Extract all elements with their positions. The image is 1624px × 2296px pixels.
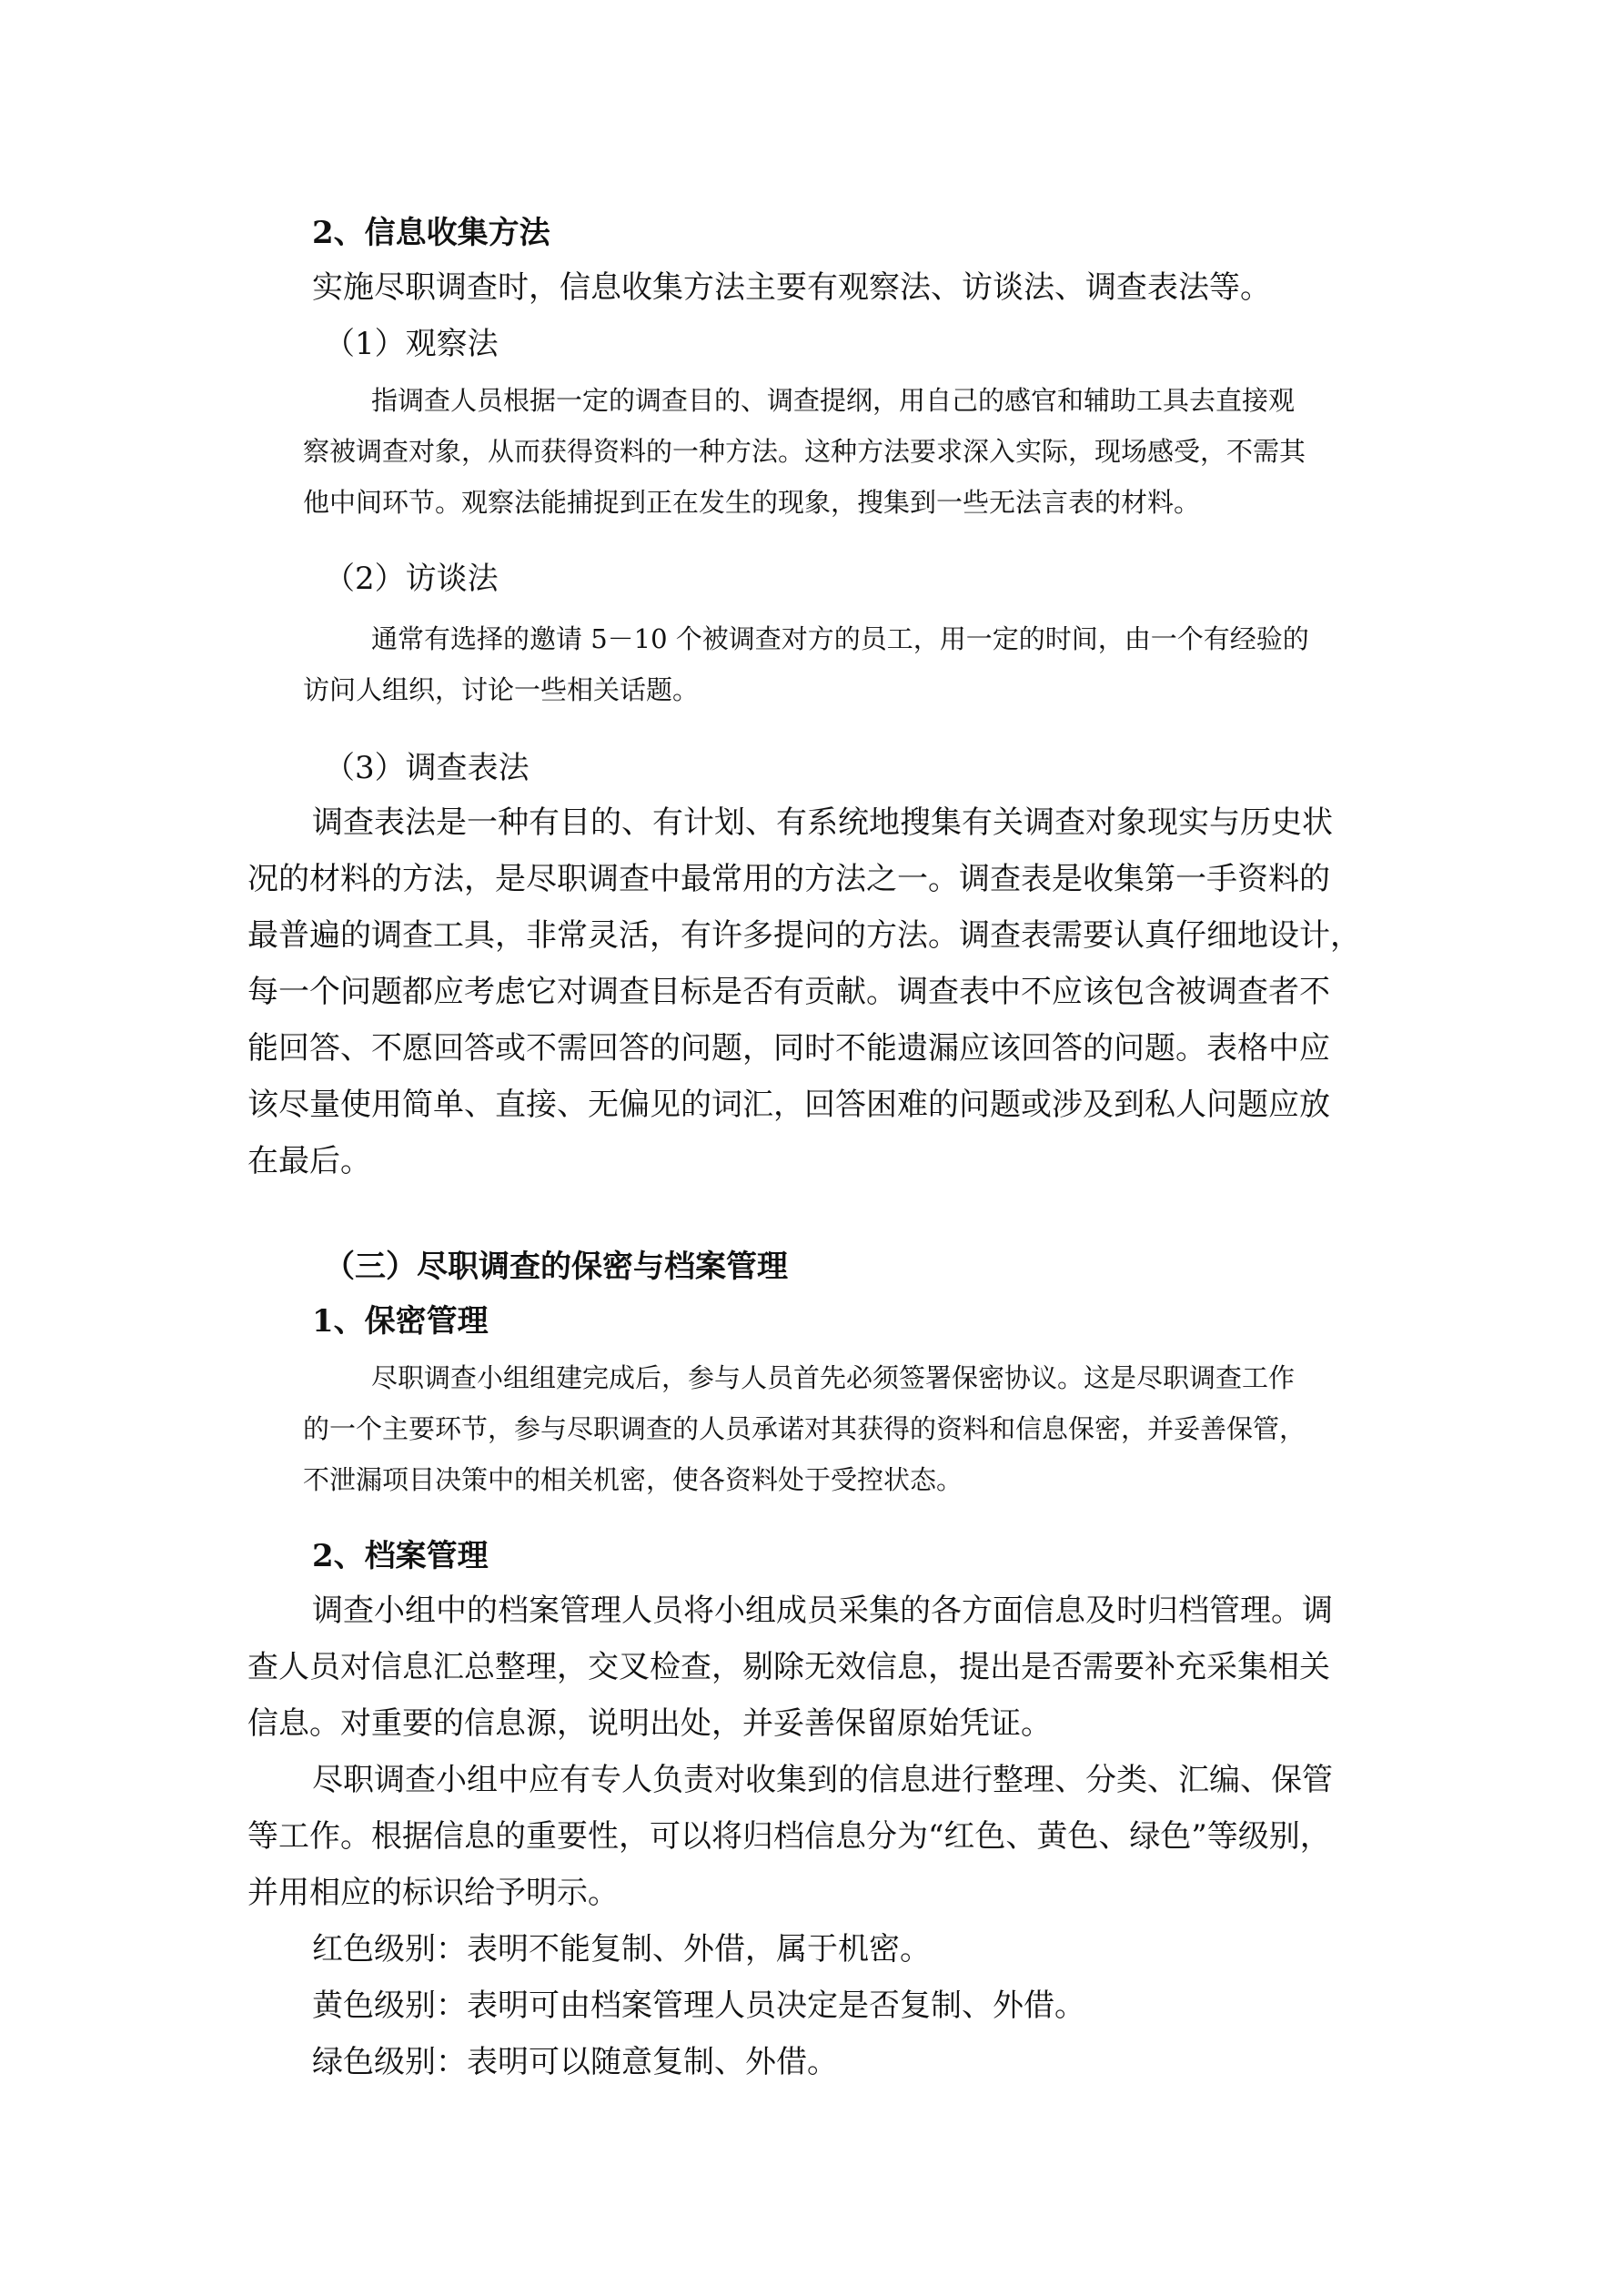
subsection-title-confidentiality: 1、保密管理 — [312, 1303, 489, 1340]
paragraph-line: 该尽量使用简单、直接、无偏见的词汇，回答困难的问题或涉及到私人问题应放 — [247, 1087, 1330, 1123]
paragraph-line: 最普遍的调查工具，非常灵活，有许多提问的方法。调查表需要认真仔细地设计， — [247, 917, 1361, 954]
paragraph-line: 等工作。根据信息的重要性，可以将归档信息分为“红色、黄色、绿色”等级别， — [247, 1818, 1331, 1855]
paragraph-line: 并用相应的标识给予明示。 — [247, 1875, 619, 1911]
intro-text: 实施尽职调查时，信息收集方法主要有观察法、访谈法、调查表法等。 — [312, 269, 1271, 306]
paragraph-line: 况的材料的方法，是尽职调查中最常用的方法之一。调查表是收集第一手资料的 — [247, 861, 1330, 897]
paragraph-line: 调查表法是一种有目的、有计划、有系统地搜集有关调查对象现实与历史状 — [312, 804, 1333, 841]
level-red: 红色级别：表明不能复制、外借，属于机密。 — [312, 1931, 931, 1967]
paragraph-line: 通常有选择的邀请 5－10 个被调查对方的员工，用一定的时间，由一个有经验的 — [371, 623, 1309, 654]
paragraph-line: 指调查人员根据一定的调查目的、调查提纲，用自己的感官和辅助工具去直接观 — [371, 385, 1296, 416]
subsection-title-interview: （2）访谈法 — [324, 561, 499, 597]
section-heading-info-collection: 2、信息收集方法 — [312, 215, 550, 251]
paragraph-line: 访问人组织，讨论一些相关话题。 — [303, 674, 700, 705]
paragraph-line: 察被调查对象，从而获得资料的一种方法。这种方法要求深入实际，现场感受，不需其 — [303, 436, 1306, 467]
paragraph-line: 查人员对信息汇总整理，交叉检查，剔除无效信息，提出是否需要补充采集相关 — [247, 1649, 1330, 1685]
level-green: 绿色级别：表明可以随意复制、外借。 — [312, 2044, 838, 2080]
level-yellow: 黄色级别：表明可由档案管理人员决定是否复制、外借。 — [312, 1988, 1085, 2024]
paragraph-line: 他中间环节。观察法能捕捉到正在发生的现象，搜集到一些无法言表的材料。 — [303, 487, 1201, 518]
paragraph-line: 不泄漏项目决策中的相关机密，使各资料处于受控状态。 — [303, 1464, 963, 1495]
paragraph-line: 尽职调查小组组建完成后，参与人员首先必须签署保密协议。这是尽职调查工作 — [371, 1362, 1296, 1393]
paragraph-line: 尽职调查小组中应有专人负责对收集到的信息进行整理、分类、汇编、保管 — [312, 1762, 1333, 1798]
paragraph-line: 在最后。 — [247, 1143, 371, 1179]
paragraph-line: 信息。对重要的信息源，说明出处，并妥善保留原始凭证。 — [247, 1705, 1052, 1742]
subsection-title-observation: （1）观察法 — [324, 326, 499, 362]
section-heading-confidentiality-archives: （三）尽职调查的保密与档案管理 — [324, 1249, 788, 1285]
paragraph-line: 能回答、不愿回答或不需回答的问题，同时不能遗漏应该回答的问题。表格中应 — [247, 1030, 1330, 1067]
paragraph-line: 每一个问题都应考虑它对调查目标是否有贡献。调查表中不应该包含被调查者不 — [247, 974, 1330, 1010]
paragraph-line: 的一个主要环节，参与尽职调查的人员承诺对其获得的资料和信息保密，并妥善保管， — [303, 1413, 1306, 1444]
subsection-title-questionnaire: （3）调查表法 — [324, 750, 530, 786]
paragraph-line: 调查小组中的档案管理人员将小组成员采集的各方面信息及时归档管理。调 — [312, 1593, 1333, 1629]
subsection-title-archives: 2、档案管理 — [312, 1538, 489, 1574]
